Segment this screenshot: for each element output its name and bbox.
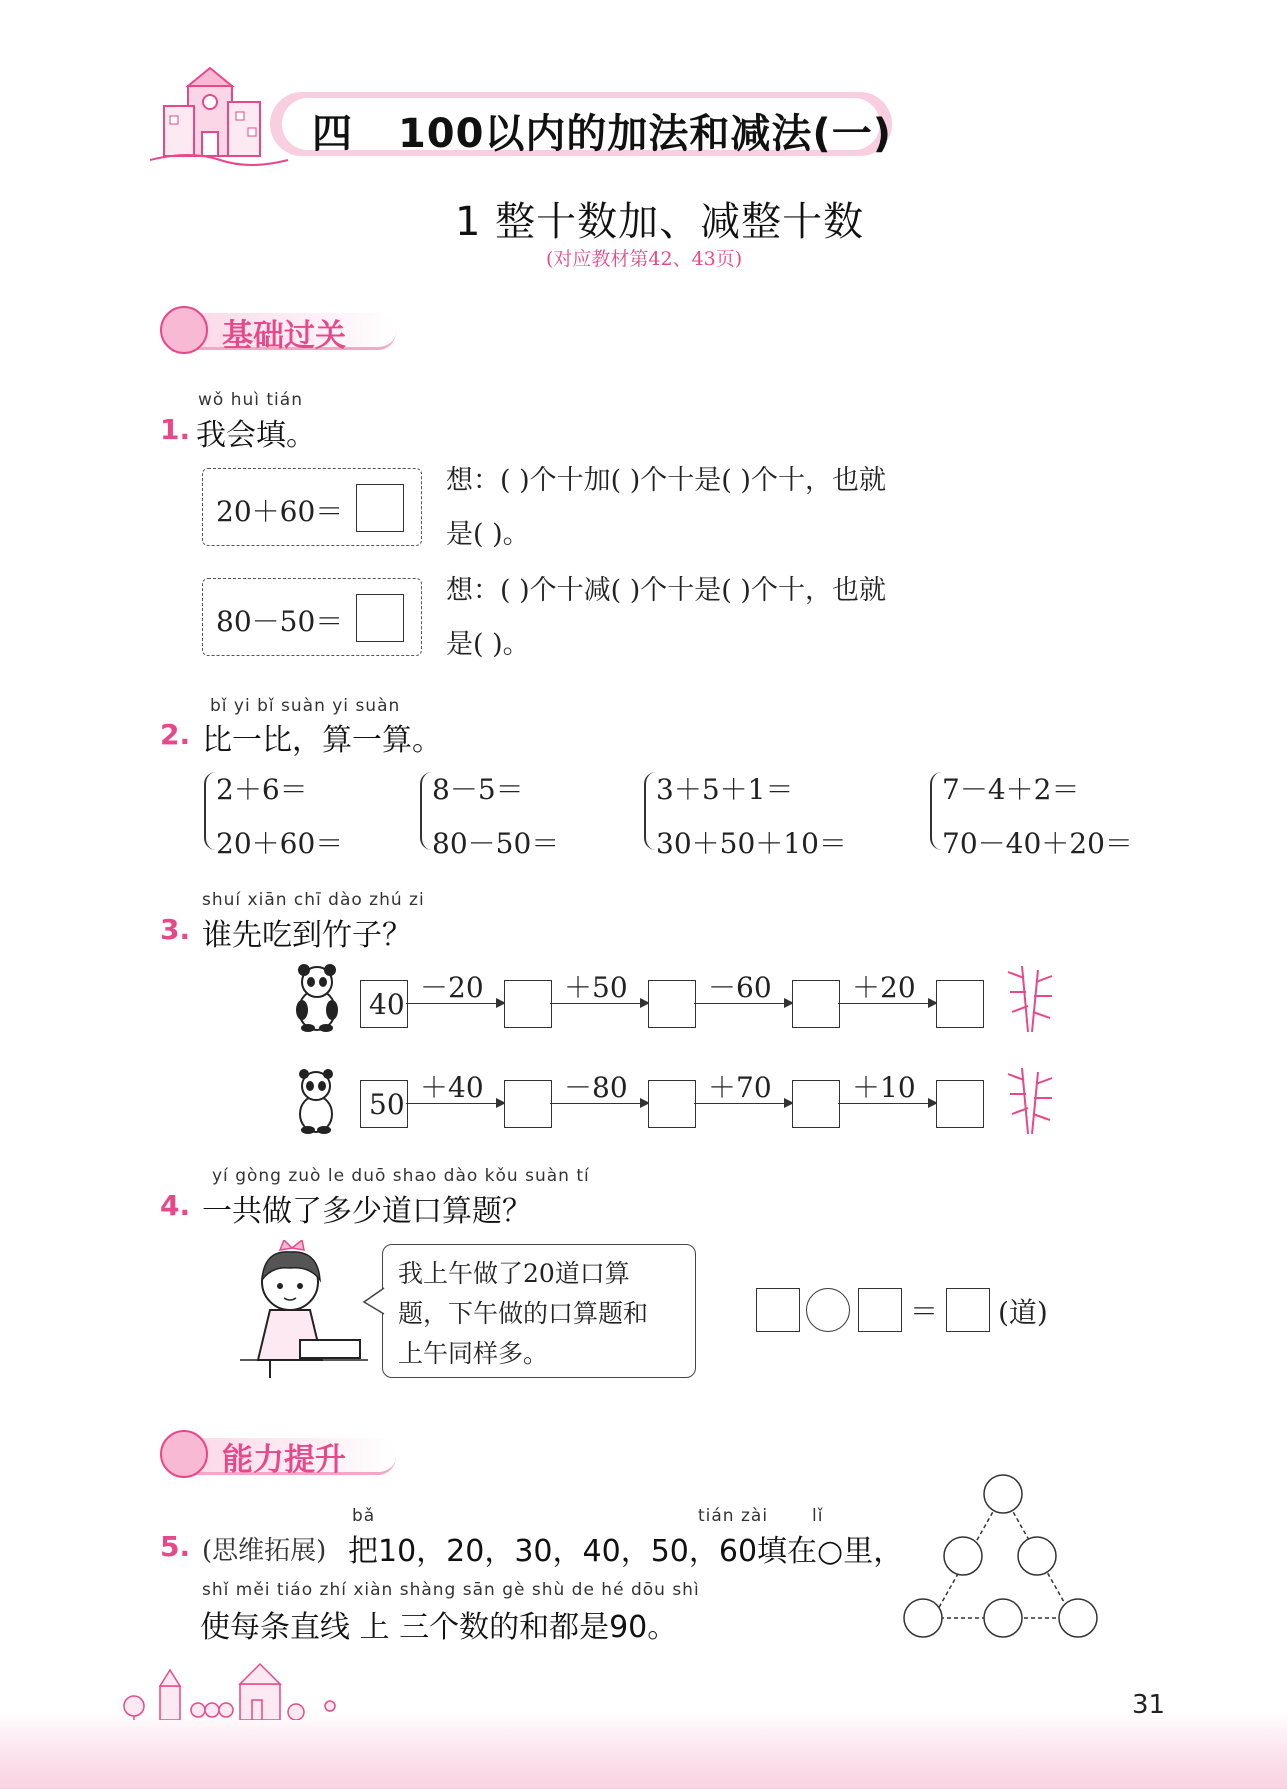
page-footer — [0, 1712, 1287, 1789]
q2-group1-b: 20＋60＝ — [216, 827, 344, 860]
speech-line-2: 题，下午做的口算题和 — [398, 1299, 649, 1328]
q1-number: 1. — [160, 413, 191, 446]
q4-operator-circle[interactable] — [806, 1288, 850, 1332]
q2-group1-a: 2＋6＝ — [216, 773, 308, 806]
chain2-box-3[interactable] — [792, 1080, 840, 1128]
q4-text: 一共做了多少道口算题？ — [202, 1194, 532, 1229]
chapter-title-text: 100以内的加法和减法(一) — [397, 111, 892, 157]
q4-number: 4. — [160, 1189, 191, 1222]
triangle-circle-top — [984, 1475, 1022, 1513]
q4-answer-box-2[interactable] — [858, 1288, 902, 1332]
q5-number: 5. — [160, 1530, 191, 1563]
q3-pinyin: shuí xiān chī dào zhú zi — [202, 890, 425, 910]
q4-unit: (道) — [998, 1296, 1048, 1329]
q2-brace-4 — [930, 772, 942, 850]
lesson-title: 1 整十数加、减整十数 — [455, 199, 865, 245]
chain1-op-3: －60 — [708, 971, 772, 1004]
q2-pinyin: bǐ yi bǐ suàn yi suàn — [210, 696, 401, 716]
bamboo-icon — [1002, 962, 1058, 1034]
speech-bubble-text — [398, 1254, 648, 1374]
q1-hint-1-line1: 想：( )个十加( )个十是( )个十，也就 — [446, 465, 886, 496]
chain1-box-4[interactable] — [936, 980, 984, 1028]
bamboo-icon — [1002, 1064, 1058, 1136]
q5-pinyin-ba: bǎ — [352, 1506, 376, 1526]
q2-group3-a: 3＋5＋1＝ — [656, 773, 794, 806]
q1-text: 我会填。 — [196, 418, 316, 453]
chain1-op-4: ＋20 — [852, 971, 916, 1004]
q4-answer-box-1[interactable] — [756, 1288, 800, 1332]
panda-icon — [292, 962, 342, 1032]
chapter-number: 四 — [312, 111, 353, 157]
q2-brace-2 — [420, 772, 432, 850]
triangle-circle-bottom-right — [1059, 1599, 1097, 1637]
page-number: 31 — [1132, 1690, 1166, 1720]
grandpa-avatar-icon — [160, 1430, 208, 1478]
q5-pinyin2: shǐ měi tiáo zhí xiàn shàng sān gè shù de hé dōu shì — [202, 1580, 700, 1600]
chain1-box-2[interactable] — [648, 980, 696, 1028]
q1-hint-1-line2: 是( )。 — [446, 519, 530, 550]
triangle-circle-bottom-mid — [984, 1599, 1022, 1637]
chapter-title — [312, 102, 892, 159]
chain2-box-1[interactable] — [504, 1080, 552, 1128]
q2-group4-b: 70－40＋20＝ — [942, 827, 1133, 860]
triangle-circle-right-mid — [1018, 1537, 1056, 1575]
q5-pinyin-tianzai: tián zài — [698, 1506, 769, 1526]
q3-number: 3. — [160, 913, 191, 946]
section-basic-title: 基础过关 — [222, 318, 346, 354]
chain1-op-2: ＋50 — [564, 971, 628, 1004]
q2-brace-3 — [644, 772, 656, 850]
chain2-op-3: ＋70 — [708, 1071, 772, 1104]
q4-pinyin: yí gòng zuò le duō shao dào kǒu suàn tí — [212, 1166, 590, 1186]
chain2-op-4: ＋10 — [852, 1071, 916, 1104]
chain1-start: 40 — [369, 988, 405, 1021]
panda-icon — [294, 1068, 338, 1134]
triangle-circle-left-mid — [944, 1537, 982, 1575]
chain2-op-2: －80 — [564, 1071, 628, 1104]
q5-line2: 使每条直线 上 三个数的和都是90。 — [200, 1610, 678, 1645]
girl-avatar-icon — [160, 306, 208, 354]
girl-reading-icon — [240, 1240, 370, 1380]
speech-bubble-tail — [362, 1286, 386, 1316]
q2-group2-b: 80－50＝ — [432, 827, 560, 860]
q1-answer-box-2[interactable] — [356, 594, 404, 642]
q2-group3-b: 30＋50＋10＝ — [656, 827, 847, 860]
q1-pinyin: wǒ huì tián — [198, 390, 303, 410]
school-building-icon — [150, 66, 290, 170]
q1-hint-2-line2: 是( )。 — [446, 629, 530, 660]
chain2-box-4[interactable] — [936, 1080, 984, 1128]
town-doodle-icon — [120, 1660, 350, 1720]
chain2-start: 50 — [369, 1088, 405, 1121]
q1-expr-1: 20＋60＝ — [216, 495, 344, 528]
q2-number: 2. — [160, 718, 191, 751]
chain2-box-2[interactable] — [648, 1080, 696, 1128]
q3-text: 谁先吃到竹子？ — [202, 918, 412, 953]
triangle-circle-bottom-left — [904, 1599, 942, 1637]
q1-hint-2-line1: 想：( )个十减( )个十是( )个十，也就 — [446, 575, 886, 606]
chain1-op-1: －20 — [420, 971, 484, 1004]
chain1-box-1[interactable] — [504, 980, 552, 1028]
q2-brace-1 — [204, 772, 216, 850]
q2-group2-a: 8－5＝ — [432, 773, 524, 806]
q4-equals: ＝ — [910, 1295, 939, 1328]
lesson-note: (对应教材第42、43页) — [546, 248, 743, 270]
q5-pinyin-li: lǐ — [812, 1506, 824, 1526]
speech-line-1: 我上午做了20道口算 — [398, 1259, 630, 1288]
triangle-circles-diagram — [900, 1470, 1100, 1640]
q2-group4-a: 7－4＋2＝ — [942, 773, 1080, 806]
q5-line1: 把10，20，30，40，50，60填在○里， — [348, 1534, 904, 1569]
q1-expr-2: 80－50＝ — [216, 605, 344, 638]
speech-line-3: 上午同样多。 — [398, 1339, 549, 1368]
q1-answer-box-1[interactable] — [356, 484, 404, 532]
chain2-op-1: ＋40 — [420, 1071, 484, 1104]
section-advanced-title: 能力提升 — [222, 1442, 346, 1478]
q2-text: 比一比，算一算。 — [202, 723, 442, 758]
q5-tag: (思维拓展) — [202, 1536, 327, 1566]
chain1-box-3[interactable] — [792, 980, 840, 1028]
q4-answer-box-3[interactable] — [946, 1288, 990, 1332]
